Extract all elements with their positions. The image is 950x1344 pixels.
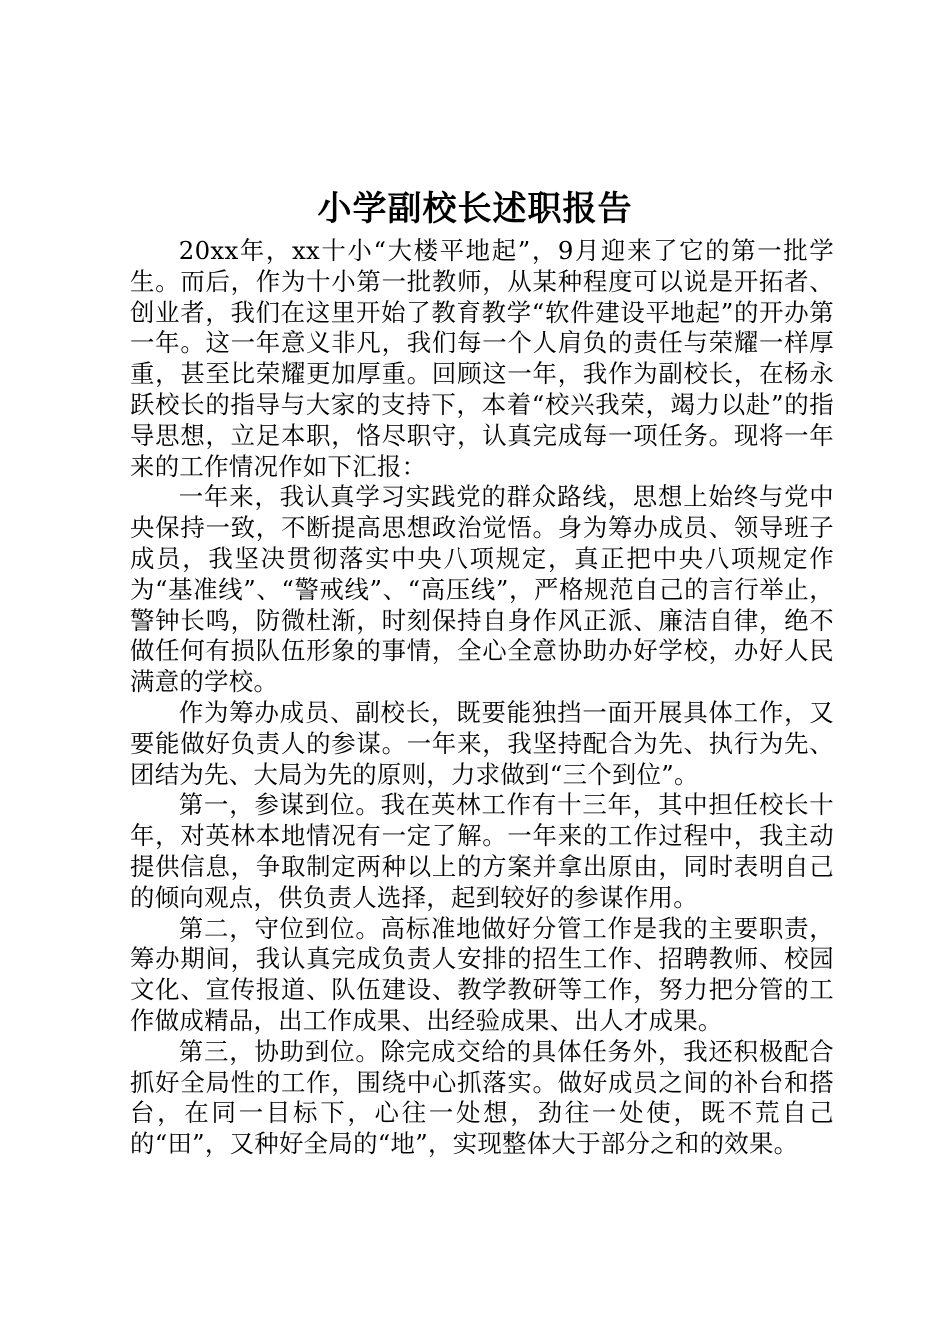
paragraph-second-point: 第二，守位到位。高标准地做好分管工作是我的主要职责，筹办期间，我认真完成负责人安排的招生工作、招聘教师、校园文化、宣传报道、队伍建设、教学教研等工作，努力把分管的工作做成精品，出工作成果、出经验成果、出人才成果。 [130, 913, 834, 1035]
paragraph-intro: 20xx年，xx十小“大楼平地起”，9月迎来了它的第一批学生。而后，作为十小第一批教师，从某种程度可以说是开拓者、创业者，我们在这里开始了教育教学“软件建设平地起”的开办第一年。这一年意义非凡，我们每一个人肩负的责任与荣耀一样厚重，甚至比荣耀更加厚重。回顾这一年，我作为副校长，在杨永跃校长的指导与大家的支持下，本着“校兴我荣，竭力以赴”的指导思想，立足本职，恪尽职守，认真完成每一项任务。现将一年来的工作情况作如下汇报： [130, 236, 834, 481]
document-body [130, 236, 834, 1160]
document-title: 小学副校长述职报告 [317, 189, 633, 229]
paragraph-political: 一年来，我认真学习实践党的群众路线，思想上始终与党中央保持一致，不断提高思想政治觉悟。身为筹办成员、领导班子成员，我坚决贯彻落实中央八项规定，真正把中央八项规定作为“基准线”、“警戒线”、“高压线”，严格规范自己的言行举止，警钟长鸣，防微杜渐，时刻保持自身作风正派、廉洁自律，绝不做任何有损队伍形象的事情，全心全意协助办好学校，办好人民满意的学校。 [130, 482, 834, 697]
paragraph-role: 作为筹办成员、副校长，既要能独挡一面开展具体工作，又要能做好负责人的参谋。一年来，我坚持配合为先、执行为先、团结为先、大局为先的原则，力求做到“三个到位”。 [130, 697, 834, 789]
paragraph-third-point: 第三，协助到位。除完成交给的具体任务外，我还积极配合抓好全局性的工作，围绕中心抓落实。做好成员之间的补台和搭台，在同一目标下，心往一处想，劲往一处使，既不荒自己的“田”，又种好全局的“地”，实现整体大于部分之和的效果。 [130, 1036, 834, 1159]
paragraph-first-point: 第一，参谋到位。我在英林工作有十三年，其中担任校长十年，对英林本地情况有一定了解。一年来的工作过程中，我主动提供信息，争取制定两种以上的方案并拿出原由，同时表明自己的倾向观点，供负责人选择，起到较好的参谋作用。 [130, 790, 834, 912]
